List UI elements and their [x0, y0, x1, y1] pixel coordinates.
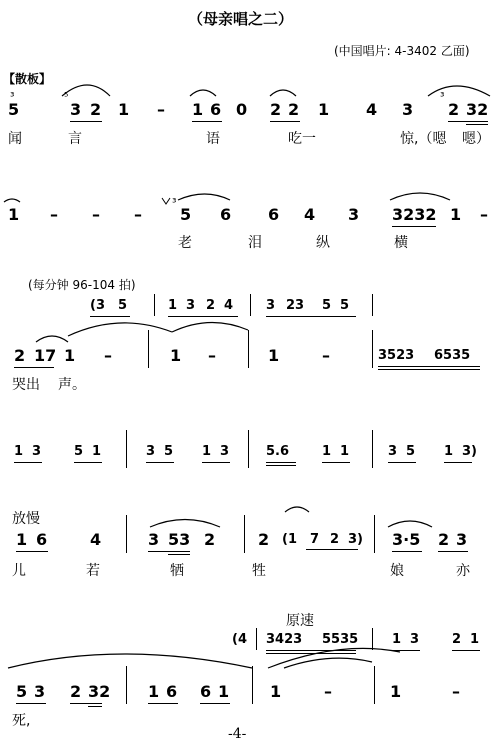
note: 4 — [366, 100, 378, 119]
note: 1 — [268, 346, 280, 365]
grace-note: ³ — [440, 90, 445, 103]
underline — [74, 462, 102, 463]
note: 1 — [270, 682, 282, 701]
note: 2 — [448, 100, 460, 119]
note: 2 — [204, 530, 216, 549]
note: 4 — [304, 205, 316, 224]
lyric: 泪 — [248, 235, 262, 251]
lyric: 亦 — [456, 563, 470, 579]
bar-line — [126, 666, 127, 704]
note: 5.6 — [266, 444, 290, 459]
lyric: 纵 — [316, 235, 330, 251]
underline — [70, 121, 102, 122]
lyric: 言 — [68, 131, 82, 147]
grace-note: ³ — [172, 196, 177, 209]
note: 1 — [118, 100, 130, 119]
note: 0 — [236, 100, 248, 119]
accomp-note: 5 — [322, 298, 332, 313]
note: 6 — [36, 530, 48, 549]
bar-line — [252, 666, 253, 704]
bar-line — [256, 628, 257, 650]
note: 3 — [148, 530, 160, 549]
underline — [392, 551, 422, 552]
accomp-note: 3) — [348, 532, 363, 547]
accomp-note: 4 — [224, 298, 234, 313]
accomp-note: (3 — [90, 298, 105, 313]
underline — [16, 703, 46, 704]
underline — [266, 316, 356, 317]
underline — [270, 121, 300, 122]
note: 1 — [390, 682, 402, 701]
underline — [14, 367, 54, 368]
note: 6 — [210, 100, 222, 119]
underline — [16, 551, 48, 552]
bar-line — [374, 515, 375, 553]
accomp-note: 5 — [340, 298, 350, 313]
note: 6 — [268, 205, 280, 224]
bar-line — [148, 330, 149, 368]
accomp-note: 1 — [392, 632, 402, 647]
dash: – — [480, 205, 488, 224]
lyric: 语 — [206, 131, 220, 147]
orig-tempo-mark: 原速 — [286, 613, 314, 629]
lyric: 惊,（嗯 — [400, 131, 447, 147]
note: 3) — [462, 444, 477, 459]
note: 3 — [456, 530, 468, 549]
underline — [388, 462, 416, 463]
dash: – — [92, 205, 100, 224]
note: 32 — [88, 682, 111, 701]
accomp-note: 3 — [410, 632, 420, 647]
note: 1 — [202, 444, 212, 459]
tempo-mark: (每分钟 96-104 拍) — [28, 278, 136, 292]
underline — [148, 551, 190, 552]
note: 32 — [466, 100, 489, 119]
accomp-note: 3 — [266, 298, 276, 313]
accomp-note: 7 — [310, 532, 320, 547]
underline — [70, 703, 102, 704]
note: 2 — [258, 530, 270, 549]
bar-line — [244, 515, 245, 553]
accomp-note: (1 — [282, 532, 297, 547]
bar-line — [372, 330, 373, 368]
lyric: 横 — [394, 235, 408, 251]
underline — [392, 226, 436, 227]
note: 5 — [406, 444, 416, 459]
underline — [90, 316, 130, 317]
lyric: 闻 — [8, 131, 22, 147]
note: 5 — [180, 205, 192, 224]
note: 3 — [34, 682, 46, 701]
underline — [266, 650, 356, 651]
underline — [448, 121, 488, 122]
dash: – — [104, 346, 112, 365]
note: 3 — [402, 100, 414, 119]
underline — [88, 706, 102, 707]
note: 5 — [74, 444, 84, 459]
lyric: 吃一 — [288, 131, 316, 147]
accomp-note: 2 — [206, 298, 216, 313]
lyric: 儿 — [12, 563, 26, 579]
underline — [146, 462, 174, 463]
note: 1 — [218, 682, 230, 701]
bar-line — [248, 330, 249, 368]
underline — [452, 650, 480, 651]
lyric: 老 — [178, 235, 192, 251]
lyric: 娘 — [390, 563, 404, 579]
note: 5 — [16, 682, 28, 701]
slow-mark: 放慢 — [12, 511, 40, 527]
page-number: -4- — [228, 726, 247, 742]
underline — [266, 465, 296, 466]
lyric: 若 — [86, 563, 100, 579]
accomp-note: 1 — [470, 632, 480, 647]
note: 6 — [220, 205, 232, 224]
note: 2 — [90, 100, 102, 119]
underline — [322, 462, 350, 463]
accomp-note: 3 — [186, 298, 196, 313]
note: 3 — [32, 444, 42, 459]
underline — [444, 462, 472, 463]
underline — [14, 462, 42, 463]
dash: – — [324, 682, 332, 701]
note: 1 — [16, 530, 28, 549]
dash: – — [452, 682, 460, 701]
underline — [168, 554, 190, 555]
bar-line — [126, 430, 127, 468]
note: 2 — [70, 682, 82, 701]
grace-note: ³ — [10, 90, 15, 103]
dash: – — [208, 346, 216, 365]
note: 1 — [170, 346, 182, 365]
page-title: （母亲唱之二） — [188, 10, 294, 28]
note: 1 — [192, 100, 204, 119]
note: 3 — [388, 444, 398, 459]
underline — [200, 703, 230, 704]
note: 1 — [64, 346, 76, 365]
bar-line — [154, 294, 155, 316]
underline — [306, 549, 358, 550]
note: 1 — [340, 444, 350, 459]
note: 3·5 — [392, 530, 421, 549]
note: 1 — [14, 444, 24, 459]
underline — [266, 653, 356, 654]
note: 1 — [322, 444, 332, 459]
note: 6 — [166, 682, 178, 701]
accomp-note: 1 — [168, 298, 178, 313]
accomp-note: 5535 — [322, 632, 359, 647]
note: 6 — [200, 682, 212, 701]
note: 1 — [444, 444, 454, 459]
note: 3 — [220, 444, 230, 459]
accomp-note: 2 — [330, 532, 340, 547]
bar-line — [372, 430, 373, 468]
dash: – — [134, 205, 142, 224]
record-info: (中国唱片: 4-3402 乙面) — [334, 44, 470, 58]
note: 3232 — [392, 205, 437, 224]
grace-note: ⁵ — [64, 90, 69, 103]
note: 6535 — [434, 348, 471, 363]
underline — [266, 462, 296, 463]
bar-line — [372, 294, 373, 316]
bar-line — [372, 628, 373, 650]
dash: – — [50, 205, 58, 224]
bar-line — [374, 666, 375, 704]
note: 3 — [146, 444, 156, 459]
accomp-note: (4 — [232, 632, 247, 647]
lyric: 死, — [12, 713, 31, 729]
note: 2 — [438, 530, 450, 549]
accomp-note: 23 — [286, 298, 305, 313]
underline — [168, 316, 238, 317]
note: 2 — [270, 100, 282, 119]
accomp-note: 2 — [452, 632, 462, 647]
accomp-note: 5 — [118, 298, 128, 313]
accomp-note: 3423 — [266, 632, 303, 647]
underline — [192, 121, 222, 122]
lyric: 哭出 — [12, 377, 40, 393]
note: 1 — [8, 205, 20, 224]
note: 53 — [168, 530, 191, 549]
note: 17 — [34, 346, 57, 365]
note: 3 — [348, 205, 360, 224]
note: 2 — [14, 346, 26, 365]
note: 2 — [288, 100, 300, 119]
lyric: 嗯） — [462, 131, 490, 147]
note: 1 — [318, 100, 330, 119]
bar-line — [248, 430, 249, 468]
note: 3523 — [378, 348, 415, 363]
lyric: 声。 — [58, 377, 86, 393]
lyric: 牺 — [170, 563, 184, 579]
note: 1 — [148, 682, 160, 701]
underline — [378, 366, 480, 367]
note: 5 — [8, 100, 20, 119]
underline — [438, 551, 468, 552]
note: 1 — [92, 444, 102, 459]
note: 5 — [164, 444, 174, 459]
dash: – — [322, 346, 330, 365]
bar-line — [126, 515, 127, 553]
mode-tag: 【散板】 — [3, 72, 52, 86]
lyric: 牲 — [252, 563, 266, 579]
underline — [148, 703, 178, 704]
dash: – — [157, 100, 165, 119]
underline — [466, 124, 488, 125]
note: 3 — [70, 100, 82, 119]
underline — [392, 650, 420, 651]
underline — [202, 462, 230, 463]
bar-line — [250, 294, 251, 316]
note: 1 — [450, 205, 462, 224]
note: 4 — [90, 530, 102, 549]
underline — [378, 369, 480, 370]
